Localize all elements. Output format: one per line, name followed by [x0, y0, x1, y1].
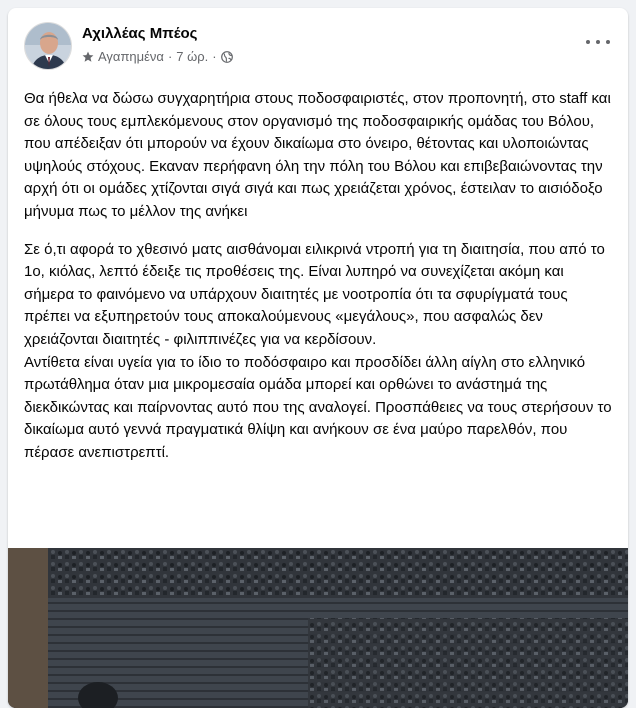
meta-separator: ·: [212, 49, 217, 64]
post-card: [8, 8, 628, 708]
post-paragraph: Θα ήθελα να δώσω συγχαρητήρια στους ποδοσφαιριστές, στον προπονητή, στο staff και σε όλους τους εμπλεκόμενους στον οργανισμό της ποδοσφαιρικής ομάδας του Βόλου, που απέδειξαν ότι μπορούν να έχουν δικαίωμα στο όνειρο, θέτοντας και υλοποιώντας υψηλούς στόχους. Εκαναν περήφανη όλη την πόλη του Βόλου και επιβεβαιώνοντας την αρχή ότι οι ομάδες χτίζονται σιγά σιγά και πως χρειάζεται χρόνος, έστειλαν το αισιόδοξο μήνυμα πως το μέλλον της ανήκει: [24, 90, 611, 220]
post-paragraph: Αντίθετα είναι υγεία για το ίδιο το ποδόσφαιρο και προσδίδει άλλη αίγλη στο ελληνικό πρωτάθλημα όταν μια μικρομεσαία ομάδα μπορεί και ορθώνει το ανάστημά της διεκδικώντας και παίρνοντας αυτό που της αναλογεί. Προσπάθειες να τους στερήσουν το δικαίωμα αυτό γεννά πραγματικά θλίψη και ανήκουν σε ένα μαύρο παρελθόν, που πέρασε ανεπιστρεπτί.: [24, 353, 612, 461]
audience-label[interactable]: Αγαπημένα: [98, 49, 164, 64]
post-photo[interactable]: [8, 548, 628, 708]
post-header: [8, 8, 628, 80]
more-options-icon[interactable]: [586, 34, 610, 50]
post-meta: [82, 49, 233, 64]
avatar-portrait: [25, 23, 72, 70]
stadium-stands-photo: [8, 548, 628, 708]
post-time[interactable]: 7 ώρ.: [176, 49, 209, 64]
meta-separator: ·: [167, 49, 173, 64]
post-paragraph: Σε ό,τι αφορά το χθεσινό ματς αισθάνομαι ειλικρινά ντροπή για τη διαιτησία, που από το 1ο, κιόλας, λεπτό έδειξε τις προθέσεις της. Είναι λυπηρό να συνεχίζεται ακόμη και σήμερα το φαινόμενο να υπάρχουν διαιτητές με νοοτροπία ότι τα σφυρίγματά τους πρέπει να εξυπηρετούν τους αποκαλούμενους «μεγάλους», που ασφαλώς δεν χρειάζονται διαιτητές - φιλιππινέζες για να κερδίσουν.: [24, 240, 605, 348]
globe-icon[interactable]: [221, 51, 233, 63]
author-avatar[interactable]: [24, 22, 72, 70]
post-text: [8, 80, 628, 465]
author-name[interactable]: Αχιλλέας Μπέος: [82, 25, 198, 42]
star-icon: [82, 51, 94, 63]
